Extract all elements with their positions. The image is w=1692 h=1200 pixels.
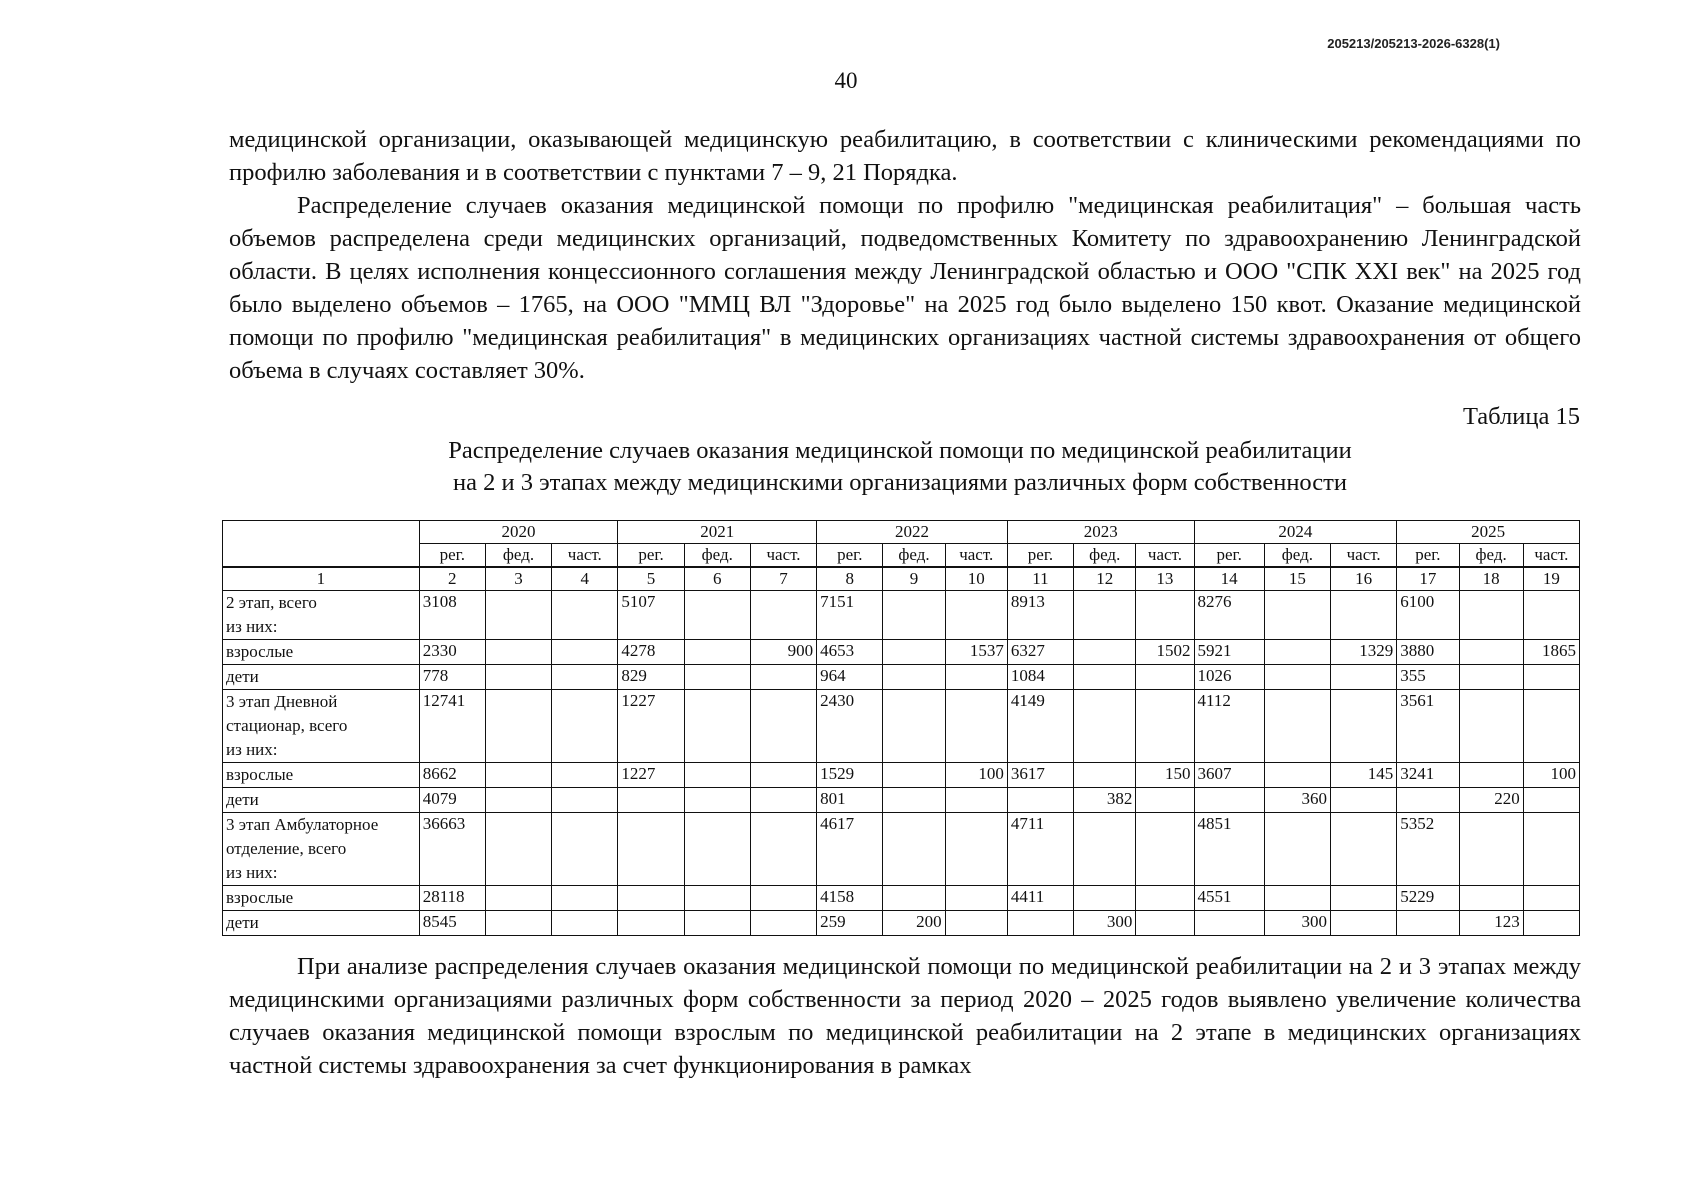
- column-number-cell: 4: [552, 567, 618, 591]
- value-cell: [1194, 911, 1264, 936]
- document-id: 205213/205213-2026-6328(1): [1327, 36, 1500, 51]
- value-cell: 123: [1459, 911, 1523, 936]
- value-cell: [1136, 788, 1194, 813]
- paragraph-intro: медицинской организации, оказывающей медицинскую реабилитацию, в соответствии с клиническими рекомендациями по профилю заболевания и в соответствии с пунктами 7 – 9, 21 Порядка.: [229, 126, 1581, 186]
- value-cell: [750, 591, 816, 640]
- row-label-line: из них:: [226, 740, 278, 759]
- value-cell: 360: [1264, 788, 1330, 813]
- column-number-cell: 6: [684, 567, 750, 591]
- value-cell: 1529: [817, 763, 883, 788]
- column-number-cell: 8: [817, 567, 883, 591]
- column-number-cell: 14: [1194, 567, 1264, 591]
- value-cell: [552, 886, 618, 911]
- value-cell: 4158: [817, 886, 883, 911]
- value-cell: [684, 886, 750, 911]
- column-number-cell: 11: [1007, 567, 1073, 591]
- column-number-cell: 13: [1136, 567, 1194, 591]
- row-label-line: дети: [226, 790, 259, 809]
- value-cell: [883, 763, 945, 788]
- subheader-cell: част.: [552, 544, 618, 568]
- value-cell: [1459, 591, 1523, 640]
- column-number-cell: 10: [945, 567, 1007, 591]
- table-subheader-row: [223, 544, 1580, 568]
- subheader-cell: фед.: [485, 544, 551, 568]
- value-cell: 5921: [1194, 640, 1264, 665]
- value-cell: [1264, 690, 1330, 763]
- value-cell: 200: [883, 911, 945, 936]
- column-number-cell: 1: [223, 567, 420, 591]
- value-cell: [1074, 690, 1136, 763]
- value-cell: 778: [419, 665, 485, 690]
- value-cell: [1331, 690, 1397, 763]
- value-cell: [945, 788, 1007, 813]
- value-cell: 3241: [1397, 763, 1459, 788]
- value-cell: [1074, 763, 1136, 788]
- column-number-cell: 2: [419, 567, 485, 591]
- value-cell: [945, 886, 1007, 911]
- table-row: [223, 640, 1580, 665]
- value-cell: 6327: [1007, 640, 1073, 665]
- value-cell: [1397, 911, 1459, 936]
- value-cell: [945, 665, 1007, 690]
- value-cell: [485, 886, 551, 911]
- value-cell: [945, 911, 1007, 936]
- row-label-cell: [223, 665, 420, 690]
- subheader-cell: рег.: [618, 544, 684, 568]
- column-number-cell: 19: [1523, 567, 1579, 591]
- value-cell: [1074, 886, 1136, 911]
- value-cell: [1459, 763, 1523, 788]
- value-cell: 5107: [618, 591, 684, 640]
- value-cell: 1026: [1194, 665, 1264, 690]
- value-cell: 3108: [419, 591, 485, 640]
- row-label-cell: [223, 763, 420, 788]
- value-cell: 1227: [618, 763, 684, 788]
- value-cell: [552, 813, 618, 886]
- value-cell: 5352: [1397, 813, 1459, 886]
- subheader-cell: фед.: [1264, 544, 1330, 568]
- value-cell: [1523, 813, 1579, 886]
- year-header: 2023: [1007, 521, 1194, 544]
- subheader-cell: фед.: [1459, 544, 1523, 568]
- row-label-line: 3 этап Амбулаторное: [226, 815, 379, 834]
- value-cell: [883, 813, 945, 886]
- value-cell: [883, 886, 945, 911]
- value-cell: [1523, 690, 1579, 763]
- value-cell: [485, 763, 551, 788]
- value-cell: [684, 665, 750, 690]
- value-cell: 300: [1074, 911, 1136, 936]
- row-label-line: стационар, всего: [226, 716, 348, 735]
- value-cell: 145: [1331, 763, 1397, 788]
- value-cell: 259: [817, 911, 883, 936]
- value-cell: [1264, 591, 1330, 640]
- year-header: 2024: [1194, 521, 1397, 544]
- row-label-cell: [223, 886, 420, 911]
- year-header: 2021: [618, 521, 817, 544]
- rehabilitation-table: [222, 520, 1580, 936]
- paragraph-distribution: Распределение случаев оказания медицинской помощи по профилю "медицинская реабилитация" – большая часть объемов распределена среди медицинских организаций, подведомственных Комитету по здравоохранению Ленинградской области. В целях исполнения концессионного соглашения между Ленинградской областью и ООО "СПК XXI век" на 2025 год было выделено объемов – 1765, на ООО "ММЦ ВЛ "Здоровье" на 2025 год было выделено 150 квот. Оказание медицинской помощи по профилю "медицинская реабилитация" в медицинских организациях частной системы здравоохранения от общего объема в случаях составляет 30%.: [229, 192, 1581, 384]
- row-label-cell: [223, 640, 420, 665]
- value-cell: [552, 665, 618, 690]
- value-cell: [1264, 763, 1330, 788]
- column-number-cell: 12: [1074, 567, 1136, 591]
- value-cell: [1523, 886, 1579, 911]
- subheader-cell: фед.: [684, 544, 750, 568]
- table-column-number-row: [223, 567, 1580, 591]
- value-cell: 4711: [1007, 813, 1073, 886]
- row-label-line: из них:: [226, 863, 278, 882]
- value-cell: [552, 763, 618, 788]
- value-cell: [1194, 788, 1264, 813]
- value-cell: [1136, 886, 1194, 911]
- subheader-cell: рег.: [1194, 544, 1264, 568]
- year-header: 2025: [1397, 521, 1580, 544]
- value-cell: [684, 788, 750, 813]
- value-cell: [1074, 813, 1136, 886]
- value-cell: 4278: [618, 640, 684, 665]
- table-row: [223, 788, 1580, 813]
- value-cell: [750, 665, 816, 690]
- value-cell: [1136, 813, 1194, 886]
- value-cell: 4551: [1194, 886, 1264, 911]
- value-cell: [485, 665, 551, 690]
- row-label-line: дети: [226, 913, 259, 932]
- value-cell: [684, 813, 750, 886]
- value-cell: [883, 640, 945, 665]
- value-cell: 2330: [419, 640, 485, 665]
- row-label-line: 3 этап Дневной: [226, 692, 338, 711]
- value-cell: [1264, 640, 1330, 665]
- table-title-line-1: Распределение случаев оказания медицинской помощи по медицинской реабилитации: [448, 437, 1352, 464]
- subheader-cell: част.: [1136, 544, 1194, 568]
- value-cell: [618, 788, 684, 813]
- row-label-line: взрослые: [226, 888, 294, 907]
- value-cell: [485, 788, 551, 813]
- value-cell: 4851: [1194, 813, 1264, 886]
- value-cell: 801: [817, 788, 883, 813]
- value-cell: 220: [1459, 788, 1523, 813]
- value-cell: [1523, 665, 1579, 690]
- value-cell: [1331, 813, 1397, 886]
- value-cell: [883, 591, 945, 640]
- row-label-line: взрослые: [226, 642, 294, 661]
- year-header: 2020: [419, 521, 618, 544]
- row-label-line: дети: [226, 667, 259, 686]
- row-label-cell: [223, 911, 420, 936]
- value-cell: 1329: [1331, 640, 1397, 665]
- row-label-cell: [223, 591, 420, 640]
- row-label-line: из них:: [226, 617, 278, 636]
- value-cell: [1074, 665, 1136, 690]
- value-cell: 12741: [419, 690, 485, 763]
- column-number-cell: 16: [1331, 567, 1397, 591]
- subheader-cell: част.: [1331, 544, 1397, 568]
- value-cell: 964: [817, 665, 883, 690]
- value-cell: 4079: [419, 788, 485, 813]
- value-cell: 7151: [817, 591, 883, 640]
- value-cell: [750, 886, 816, 911]
- subheader-cell: рег.: [1007, 544, 1073, 568]
- subheader-cell: фед.: [1074, 544, 1136, 568]
- value-cell: [750, 788, 816, 813]
- value-cell: 8662: [419, 763, 485, 788]
- table-row: [223, 813, 1580, 886]
- value-cell: [552, 911, 618, 936]
- value-cell: [1523, 591, 1579, 640]
- value-cell: [750, 911, 816, 936]
- subheader-cell: част.: [1523, 544, 1579, 568]
- value-cell: [618, 886, 684, 911]
- value-cell: [1523, 911, 1579, 936]
- value-cell: [552, 640, 618, 665]
- value-cell: [485, 911, 551, 936]
- value-cell: [1264, 665, 1330, 690]
- value-cell: [618, 911, 684, 936]
- row-label-cell: [223, 813, 420, 886]
- value-cell: 4653: [817, 640, 883, 665]
- value-cell: [1074, 591, 1136, 640]
- value-cell: [883, 788, 945, 813]
- table-number: Таблица 15: [1462, 403, 1580, 430]
- column-number-cell: 3: [485, 567, 551, 591]
- value-cell: 3880: [1397, 640, 1459, 665]
- value-cell: 8913: [1007, 591, 1073, 640]
- value-cell: 3607: [1194, 763, 1264, 788]
- value-cell: [1136, 911, 1194, 936]
- value-cell: [1136, 690, 1194, 763]
- column-number-cell: 18: [1459, 567, 1523, 591]
- value-cell: 28118: [419, 886, 485, 911]
- value-cell: 3617: [1007, 763, 1073, 788]
- value-cell: [883, 665, 945, 690]
- value-cell: 1227: [618, 690, 684, 763]
- value-cell: [1331, 911, 1397, 936]
- value-cell: 3561: [1397, 690, 1459, 763]
- value-cell: 100: [945, 763, 1007, 788]
- value-cell: [485, 813, 551, 886]
- value-cell: [883, 690, 945, 763]
- row-label-line: взрослые: [226, 765, 294, 784]
- value-cell: [750, 763, 816, 788]
- value-cell: [1523, 788, 1579, 813]
- row-label-line: 2 этап, всего: [226, 593, 317, 612]
- column-number-cell: 9: [883, 567, 945, 591]
- row-label-cell: [223, 690, 420, 763]
- table-row: [223, 690, 1580, 763]
- table-corner-cell: [223, 521, 420, 568]
- table-body: [223, 591, 1580, 936]
- table-row: [223, 591, 1580, 640]
- value-cell: 1865: [1523, 640, 1579, 665]
- value-cell: [1459, 813, 1523, 886]
- table-title: [360, 435, 1440, 499]
- row-label-line: отделение, всего: [226, 839, 347, 858]
- column-number-cell: 7: [750, 567, 816, 591]
- value-cell: 36663: [419, 813, 485, 886]
- value-cell: [618, 813, 684, 886]
- value-cell: 5229: [1397, 886, 1459, 911]
- value-cell: 8276: [1194, 591, 1264, 640]
- value-cell: [1397, 788, 1459, 813]
- row-label-cell: [223, 788, 420, 813]
- value-cell: [1459, 690, 1523, 763]
- subheader-cell: рег.: [817, 544, 883, 568]
- value-cell: [684, 911, 750, 936]
- value-cell: [1459, 886, 1523, 911]
- value-cell: [945, 591, 1007, 640]
- value-cell: [684, 690, 750, 763]
- column-number-cell: 17: [1397, 567, 1459, 591]
- value-cell: [684, 591, 750, 640]
- column-number-cell: 5: [618, 567, 684, 591]
- value-cell: [684, 763, 750, 788]
- value-cell: [945, 690, 1007, 763]
- paragraph-analysis: При анализе распределения случаев оказания медицинской помощи по медицинской реабилитации на 2 и 3 этапах между медицинскими организациями различных форм собственности за период 2020 – 2025 годов выявлено увеличение количества случаев оказания медицинской помощи взрослым по медицинской реабилитации на 2 этапе в медицинских организациях частной системы здравоохранения за счет функционирования в рамках: [229, 953, 1581, 1079]
- value-cell: 382: [1074, 788, 1136, 813]
- value-cell: 355: [1397, 665, 1459, 690]
- value-cell: [485, 640, 551, 665]
- value-cell: 4411: [1007, 886, 1073, 911]
- value-cell: [1264, 813, 1330, 886]
- value-cell: [1331, 788, 1397, 813]
- value-cell: 2430: [817, 690, 883, 763]
- table-row: [223, 763, 1580, 788]
- value-cell: 4149: [1007, 690, 1073, 763]
- value-cell: [1459, 665, 1523, 690]
- value-cell: [1007, 788, 1073, 813]
- value-cell: [1331, 886, 1397, 911]
- subheader-cell: част.: [945, 544, 1007, 568]
- year-header: 2022: [817, 521, 1008, 544]
- value-cell: 8545: [419, 911, 485, 936]
- value-cell: 4617: [817, 813, 883, 886]
- value-cell: [1331, 591, 1397, 640]
- table-year-header-row: [223, 521, 1580, 544]
- value-cell: 150: [1136, 763, 1194, 788]
- table-row: [223, 911, 1580, 936]
- table-title-line-2: на 2 и 3 этапах между медицинскими организациями различных форм собственности: [453, 469, 1347, 496]
- subheader-cell: рег.: [1397, 544, 1459, 568]
- value-cell: 300: [1264, 911, 1330, 936]
- table-row: [223, 886, 1580, 911]
- value-cell: 100: [1523, 763, 1579, 788]
- value-cell: [750, 813, 816, 886]
- subheader-cell: част.: [750, 544, 816, 568]
- value-cell: [552, 690, 618, 763]
- value-cell: 1084: [1007, 665, 1073, 690]
- page-number: 40: [834, 68, 858, 93]
- value-cell: [1007, 911, 1073, 936]
- value-cell: 4112: [1194, 690, 1264, 763]
- subheader-cell: фед.: [883, 544, 945, 568]
- value-cell: [1331, 665, 1397, 690]
- column-number-cell: 15: [1264, 567, 1330, 591]
- value-cell: [1074, 640, 1136, 665]
- value-cell: [945, 813, 1007, 886]
- value-cell: [552, 788, 618, 813]
- table-row: [223, 665, 1580, 690]
- value-cell: 6100: [1397, 591, 1459, 640]
- value-cell: [1136, 591, 1194, 640]
- value-cell: 829: [618, 665, 684, 690]
- value-cell: [485, 690, 551, 763]
- value-cell: 1502: [1136, 640, 1194, 665]
- value-cell: [1459, 640, 1523, 665]
- value-cell: [1136, 665, 1194, 690]
- value-cell: [552, 591, 618, 640]
- value-cell: [684, 640, 750, 665]
- value-cell: 900: [750, 640, 816, 665]
- value-cell: [1264, 886, 1330, 911]
- value-cell: 1537: [945, 640, 1007, 665]
- subheader-cell: рег.: [419, 544, 485, 568]
- value-cell: [485, 591, 551, 640]
- value-cell: [750, 690, 816, 763]
